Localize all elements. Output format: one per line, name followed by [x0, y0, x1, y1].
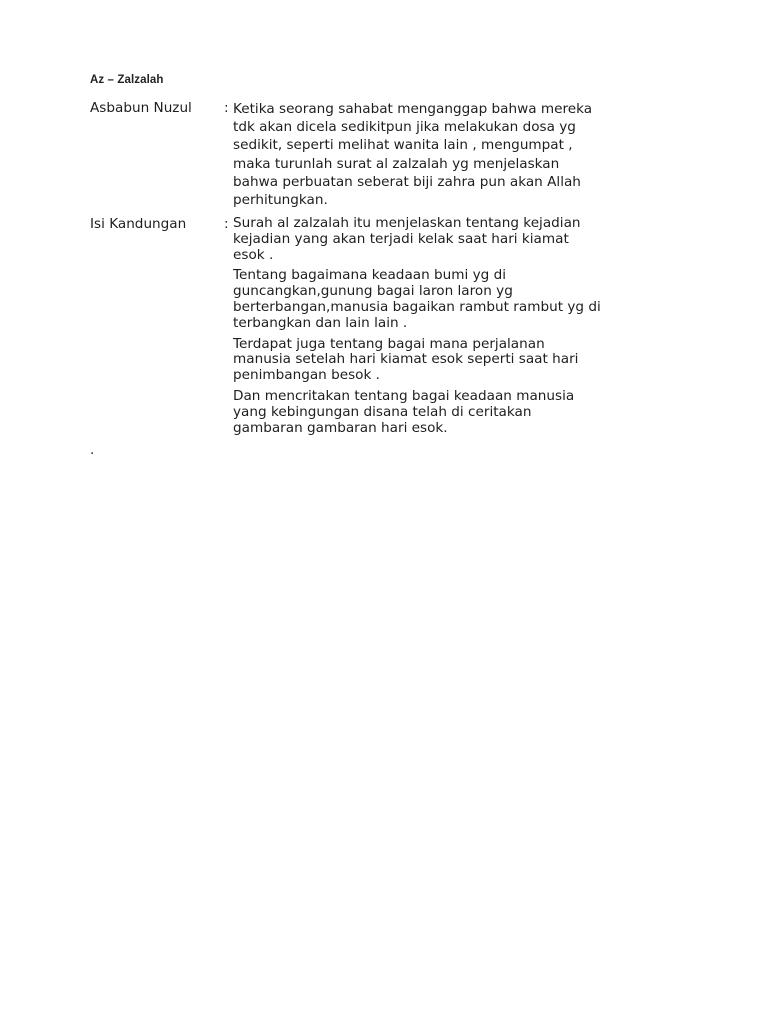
text-line: kejadian yang akan terjadi kelak saat hari kiamat [233, 230, 569, 247]
isi-kandungan-paragraph [233, 337, 683, 384]
text-line: Tentang bagaimana keadaan bumi yg di [233, 267, 507, 284]
isi-kandungan-text [233, 216, 683, 441]
asbabun-nuzul-colon: : [224, 100, 229, 116]
text-line: yang kebingungan disana telah di ceritakan [233, 403, 532, 420]
trailing-period: . [90, 442, 95, 458]
document-title: Az – Zalzalah [90, 74, 164, 86]
isi-kandungan-colon: : [224, 216, 229, 232]
text-line: Dan mencritakan tentang bagai keadaan manusia [233, 387, 575, 404]
text-line: esok . [233, 246, 274, 263]
text-line: manusia setelah hari kiamat esok seperti saat hari [233, 351, 579, 368]
isi-kandungan-label: Isi Kandungan [90, 216, 187, 232]
asbabun-nuzul-paragraph [233, 100, 683, 209]
text-line: penimbangan besok . [233, 367, 381, 384]
text-line: guncangkan,gunung bagai laron laron yg [233, 283, 513, 300]
text-line: Terdapat juga tentang bagai mana perjalanan [233, 335, 545, 352]
isi-kandungan-paragraph [233, 389, 683, 436]
isi-kandungan-paragraph [233, 216, 683, 263]
text-line: tdk akan dicela sedikitpun jika melakukan dosa yg [233, 119, 576, 136]
text-line: Ketika seorang sahabat menganggap bahwa mereka [233, 101, 593, 117]
text-line: bahwa perbuatan seberat biji zahra pun akan Allah [233, 173, 581, 190]
text-line: gambaran gambaran hari esok. [233, 419, 448, 436]
text-line: sedikit, seperti melihat wanita lain , mengumpat , [233, 137, 573, 154]
isi-kandungan-paragraph [233, 268, 683, 331]
text-line: perhitungkan. [233, 192, 328, 209]
text-line: berterbangan,manusia bagaikan rambut rambut yg di [233, 298, 601, 315]
text-line: maka turunlah surat al zalzalah yg menjelaskan [233, 155, 560, 172]
text-line: terbangkan dan lain lain . [233, 314, 408, 331]
text-line: Surah al zalzalah itu menjelaskan tentang kejadian [233, 215, 581, 231]
asbabun-nuzul-label: Asbabun Nuzul [90, 100, 192, 116]
asbabun-nuzul-text [233, 100, 683, 209]
